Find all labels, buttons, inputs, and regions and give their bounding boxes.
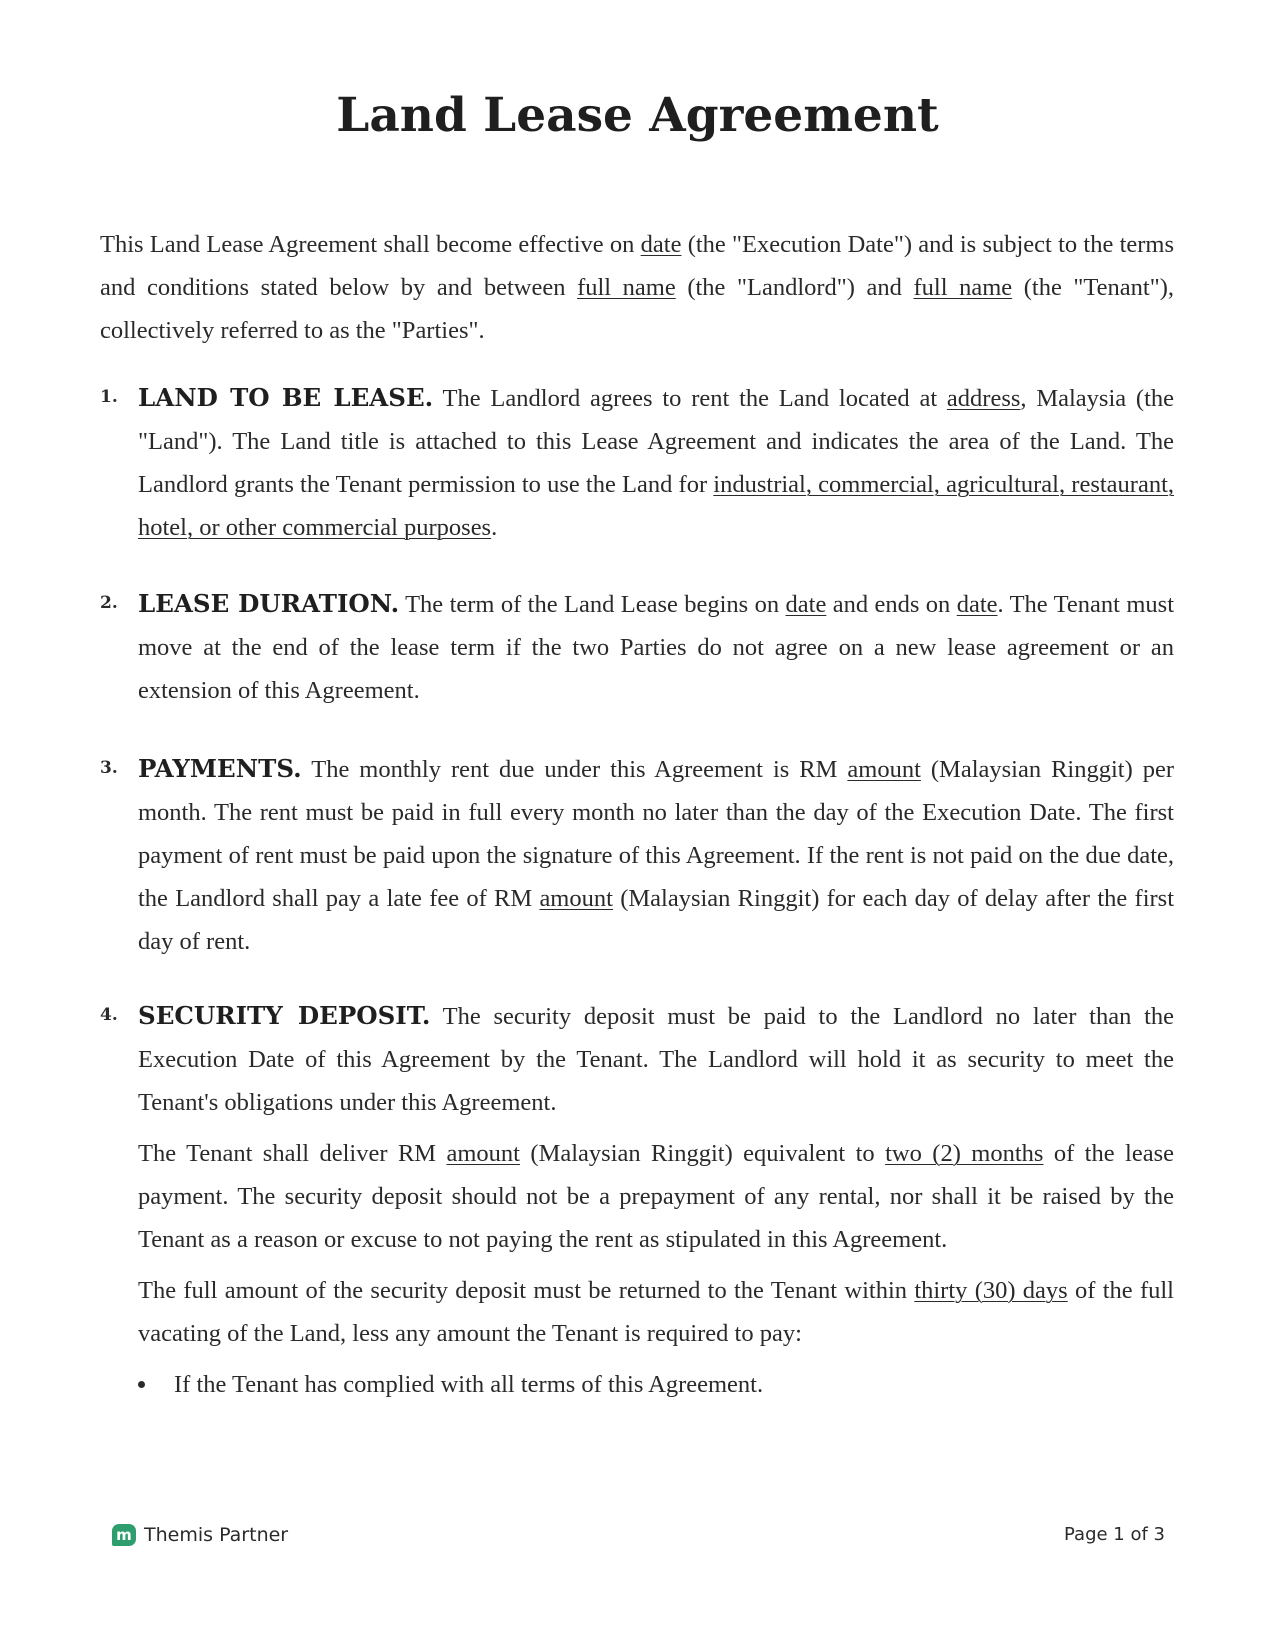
section-text: The monthly rent due under this Agreement is RM (301, 756, 848, 783)
deposit-months-field: two (2) months (885, 1140, 1044, 1167)
end-date-field: date (956, 591, 998, 618)
section-text: The security deposit must be paid to the Landlord no later than the Execution Date of this Agreement by the Tenant. The Landlord will hold it as security to meet the Tenant's obligations under this Agreement. (138, 1003, 1174, 1116)
intro-paragraph (100, 223, 1174, 352)
section-text: of the full vacating of the Land, less any amount the Tenant is required to pay: (138, 1277, 1174, 1347)
section-text: The full amount of the security deposit must be returned to the Tenant within (138, 1277, 915, 1304)
themis-logo-icon: m (112, 1524, 136, 1546)
section-number: 3. (100, 758, 118, 778)
section-heading: LEASE DURATION. (138, 589, 400, 618)
intro-text: (the "Execution Date") and is subject to the terms and conditions stated below by and between (100, 231, 1174, 301)
section-paragraph (138, 747, 1174, 963)
section-body (138, 582, 1174, 712)
brand-name: Themis Partner (144, 1524, 289, 1546)
landlord-name-field: full name (577, 274, 676, 301)
intro-text: (the "Tenant"), collectively referred to as the "Parties". (100, 274, 1175, 344)
address-field: address (946, 385, 1021, 412)
section-text: and ends on (826, 591, 957, 618)
page-number: Page 1 of 3 (1064, 1524, 1165, 1545)
start-date-field: date (785, 591, 827, 618)
bullet-icon (138, 1381, 145, 1388)
late-fee-field: amount (539, 885, 613, 912)
section-text: , Malaysia (the "Land"). The Land title is attached to this Lease Agreement and indicates the area of the Land. The Landlord grants the Tenant permission to use the Land for (138, 385, 1174, 498)
tenant-name-field: full name (913, 274, 1013, 301)
footer-brand (112, 1520, 288, 1550)
monthly-rent-field: amount (847, 756, 921, 783)
section-security-deposit (100, 994, 1174, 1406)
section-paragraph (138, 582, 1174, 712)
section-number: 2. (100, 593, 118, 613)
section-heading: SECURITY DEPOSIT. (138, 1001, 431, 1030)
section-text: (Malaysian Ringgit) equivalent to (520, 1140, 886, 1167)
list-item-text: If the Tenant has complied with all terms of this Agreement. (174, 1371, 764, 1398)
effective-date-field: date (640, 231, 682, 258)
section-land-to-be-lease (100, 376, 1174, 549)
section-paragraph (138, 1132, 1174, 1261)
section-number: 4. (100, 1005, 118, 1025)
section-text: The Tenant shall deliver RM (138, 1140, 447, 1167)
deposit-conditions-list (138, 1363, 1174, 1406)
section-paragraph (138, 1269, 1174, 1355)
section-body (138, 747, 1174, 963)
section-heading: PAYMENTS. (138, 754, 302, 783)
section-text: (Malaysian Ringgit) for each day of delay after the first day of rent. (138, 885, 1175, 955)
intro-text: This Land Lease Agreement shall become effective on (100, 231, 641, 258)
section-paragraph (138, 376, 1174, 549)
section-text: of the lease payment. The security deposit should not be a prepayment of any rental, nor shall it be raised by the Tenant as a reason or excuse to not paying the rent as stipulated in this Agreement. (138, 1140, 1174, 1253)
section-text: . The Tenant must move at the end of the lease term if the two Parties do not agree on a new lease agreement or an extension of this Agreement. (138, 591, 1174, 704)
section-text: The term of the Land Lease begins on (399, 591, 786, 618)
deposit-amount-field: amount (446, 1140, 520, 1167)
section-paragraph (138, 994, 1174, 1124)
section-text: . (491, 514, 498, 541)
section-text: The Landlord agrees to rent the Land located at (433, 385, 947, 412)
section-text: (Malaysian Ringgit) per month. The rent must be paid in full every month no later than the day of the Execution Date. The first payment of rent must be paid upon the signature of this Agreement. If the rent is not paid on the due date, the Landlord shall pay a late fee of RM (138, 756, 1175, 912)
document-title: Land Lease Agreement (336, 88, 939, 143)
list-item (138, 1363, 1174, 1406)
section-body (138, 376, 1174, 549)
section-heading: LAND TO BE LEASE. (138, 383, 434, 412)
intro-text: (the "Landlord") and (675, 274, 914, 301)
section-body (138, 994, 1174, 1406)
section-payments (100, 747, 1174, 963)
return-period-field: thirty (30) days (914, 1277, 1068, 1304)
purpose-field: industrial, commercial, agricultural, restaurant, hotel, or other commercial purposes (138, 471, 1175, 541)
section-number: 1. (100, 387, 118, 407)
section-lease-duration (100, 582, 1174, 712)
